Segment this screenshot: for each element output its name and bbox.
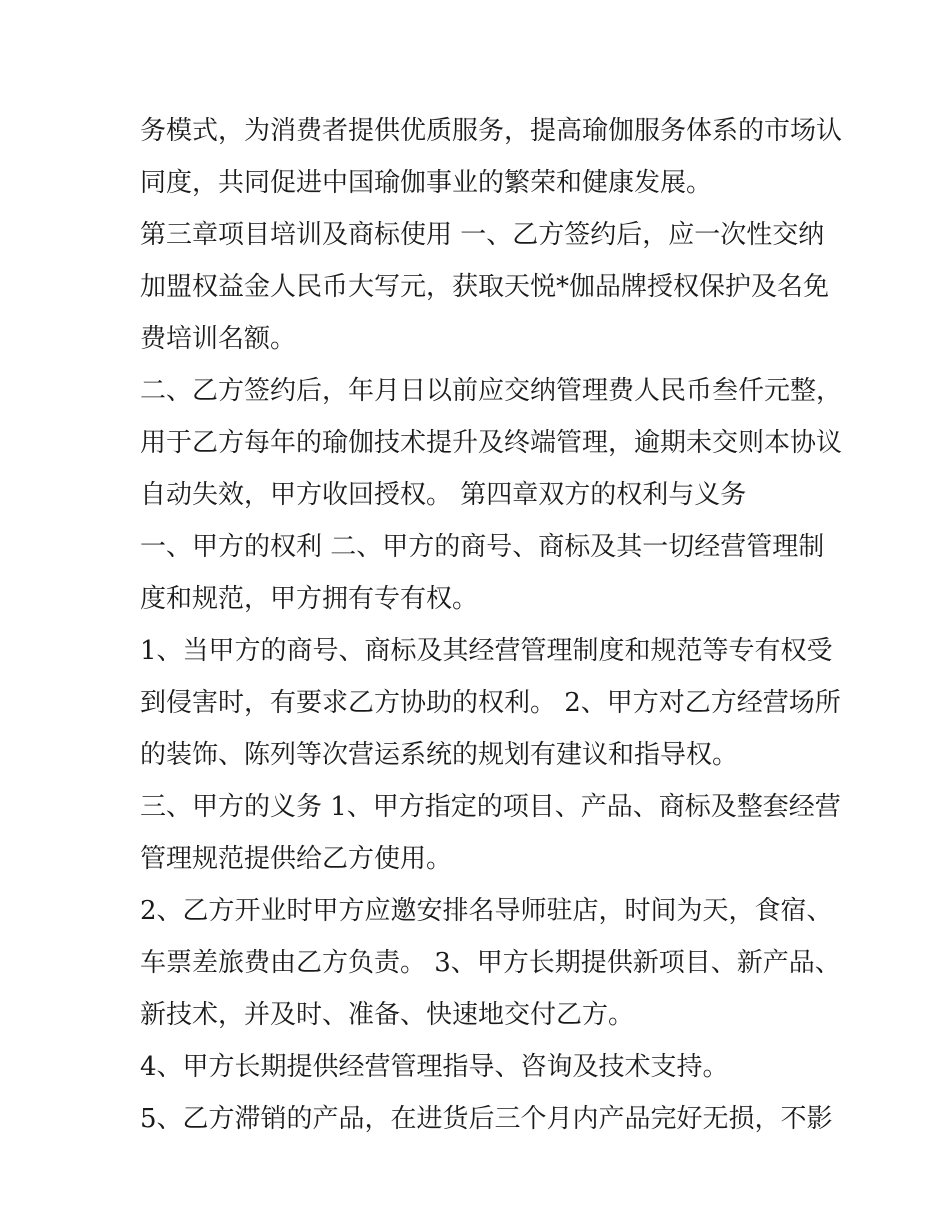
text-line: 5、乙方滞销的产品，在进货后三个月内产品完好无损，不影 [140,1104,833,1134]
text-line: 加盟权益金人民币大写元，获取天悦*伽品牌授权保护及名免 [140,272,830,302]
text-line: 新技术，并及时、准备、快速地交付乙方。 [140,1000,635,1030]
text-line: 同度，共同促进中国瑜伽事业的繁荣和健康发展。 [140,168,713,198]
text-line: 管理规范提供给乙方使用。 [140,844,453,874]
text-line: 车票差旅费由乙方负责。 3、甲方长期提供新项目、新产品、 [140,948,841,978]
text-line: 自动失效，甲方收回授权。 第四章双方的权利与义务 [140,480,747,510]
text-line: 务模式，为消费者提供优质服务，提高瑜伽服务体系的市场认 [140,116,843,146]
text-line: 的装饰、陈列等次营运系统的规划有建议和指导权。 [140,740,739,770]
text-line: 用于乙方每年的瑜伽技术提升及终端管理，逾期未交则本协议 [140,428,843,458]
text-line: 1、当甲方的商号、商标及其经营管理制度和规范等专有权受 [140,636,833,666]
text-line: 一、甲方的权利 二、甲方的商号、商标及其一切经营管理制 [140,532,825,562]
text-line: 费培训名额。 [140,324,297,354]
body-text [140,105,843,1145]
text-line: 2、乙方开业时甲方应邀安排名导师驻店，时间为天，食宿、 [140,896,833,926]
text-line: 三、甲方的义务 1、甲方指定的项目、产品、商标及整套经营 [140,792,841,822]
text-line: 二、乙方签约后，年月日以前应交纳管理费人民币叁仟元整， [140,376,843,406]
text-line: 度和规范，甲方拥有专有权。 [140,584,479,614]
text-line: 4、甲方长期提供经营管理指导、咨询及技术支持。 [140,1052,729,1082]
text-line: 第三章项目培训及商标使用 一、乙方签约后，应一次性交纳 [140,220,825,250]
text-line: 到侵害时，有要求乙方协助的权利。 2、甲方对乙方经营场所 [140,688,841,718]
